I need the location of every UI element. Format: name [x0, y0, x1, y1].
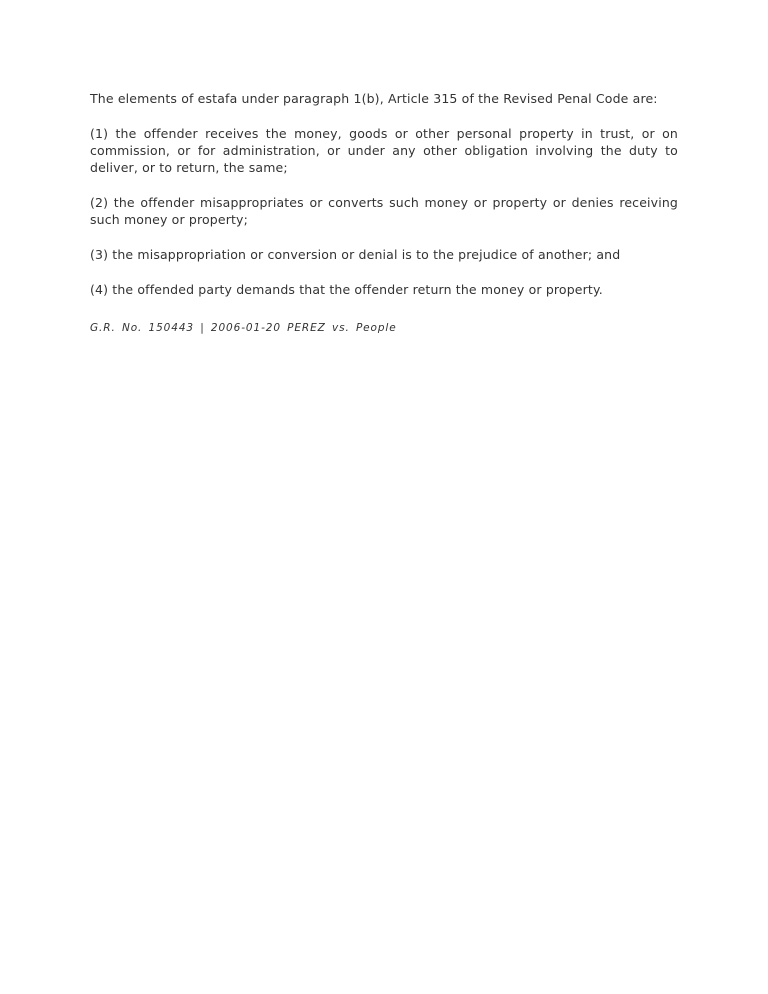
document-body — [90, 90, 678, 337]
element-paragraph-4: (4) the offended party demands that the offender return the money or property. — [90, 282, 603, 297]
intro-paragraph: The elements of estafa under paragraph 1(b), Article 315 of the Revised Penal Code are: — [90, 91, 658, 106]
element-paragraph-3: (3) the misappropriation or conversion or denial is to the prejudice of another; and — [90, 247, 621, 262]
case-citation: G.R. No. 150443 | 2006-01-20 PEREZ vs. People — [90, 322, 397, 334]
element-paragraph-2: (2) the offender misappropriates or converts such money or property or denies receiving such money or property; — [90, 195, 678, 227]
element-paragraph-1: (1) the offender receives the money, goods or other personal property in trust, or on commission, or for administration, or under any other obligation involving the duty to deliver, or to return, the same; — [90, 126, 678, 175]
